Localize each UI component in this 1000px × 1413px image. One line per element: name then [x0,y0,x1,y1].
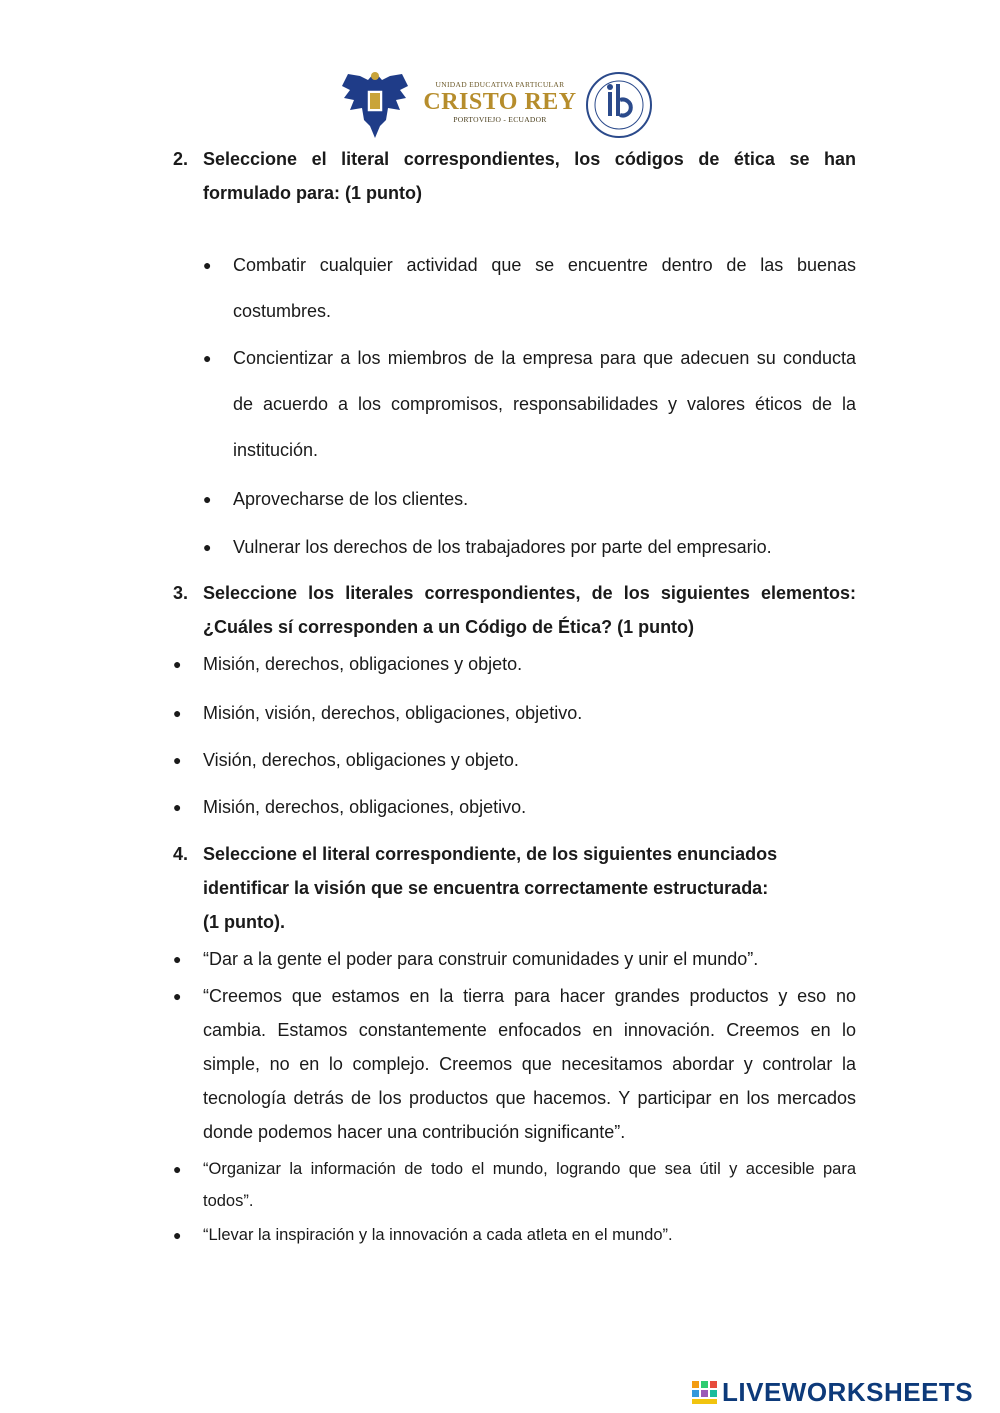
bullet-icon: ● [203,491,212,507]
option-item[interactable] [173,696,856,730]
option-item[interactable] [173,743,856,777]
option-item[interactable] [173,647,856,681]
bullet-icon: ● [173,1161,182,1177]
question-text: Seleccione los literales correspondientes, de los siguientes elementos: ¿Cuáles sí corresponden a un Código de Ética? (1 punto) [203,583,856,637]
bullet-icon: ● [173,951,182,967]
question-text: Seleccione el literal correspondientes, los códigos de ética se han formulado para: (1 punto) [203,149,856,203]
option-text: “Creemos que estamos en la tierra para hacer grandes productos y eso no cambia. Estamos constantemente enfocados en innovación. Creemos en lo simple, no en lo complejo. Creemos que necesitamos abordar y controlar la tecnología detrás de los productos que hacemos. Y participar en los mercados donde podemos hacer una contribución significante”. [203,986,856,1142]
question-text-line: (1 punto). [203,912,285,932]
liveworksheets-wordmark: LIVEWORKSHEETS [722,1377,974,1407]
question-3 [173,576,856,644]
question-4 [173,837,856,939]
school-crest-logo [340,66,410,140]
liveworksheets-logo-icon [692,1381,718,1405]
bullet-icon: ● [173,705,182,721]
option-text: Concientizar a los miembros de la empresa para que adecuen su conducta de acuerdo a los compromisos, responsabilidades y valores éticos de la institución. [233,348,856,460]
bullet-icon: ● [173,752,182,768]
option-text: Vulnerar los derechos de los trabajadores por parte del empresario. [233,537,772,557]
option-item[interactable] [173,790,856,824]
bullet-icon: ● [173,1227,182,1243]
bullet-icon: ● [203,539,212,555]
bullet-icon: ● [173,988,182,1004]
bullet-icon: ● [173,656,182,672]
question-2 [173,142,856,210]
option-item[interactable] [203,524,856,570]
option-item[interactable] [173,979,856,1149]
option-text: “Llevar la inspiración y la innovación a cada atleta en el mundo”. [203,1226,673,1244]
ib-logo [584,70,654,140]
option-text: “Organizar la información de todo el mundo, logrando que sea útil y accesible para todos”. [203,1160,856,1210]
option-item[interactable] [203,476,856,522]
option-text: Misión, derechos, obligaciones, objetivo. [203,797,527,817]
option-text: “Dar a la gente el poder para construir comunidades y unir el mundo”. [203,949,759,969]
liveworksheets-brand[interactable] [692,1375,992,1409]
bullet-icon: ● [173,799,182,815]
question-number: 4. [173,844,189,864]
school-city: PORTOVIEJO - ECUADOR [453,115,547,124]
question-text-line: Seleccione el literal correspondiente, de los siguientes enunciados [203,844,778,864]
option-item[interactable] [173,942,856,976]
question-text-line: identificar la visión que se encuentra correctamente estructurada: [203,878,769,898]
school-header [340,66,660,142]
option-text: Aprovecharse de los clientes. [233,489,469,509]
question-number: 2. [173,149,189,169]
question-number: 3. [173,583,189,603]
option-text: Misión, derechos, obligaciones y objeto. [203,654,523,674]
bullet-icon: ● [203,350,212,366]
bullet-icon: ● [203,257,212,273]
option-text: Misión, visión, derechos, obligaciones, objetivo. [203,703,583,723]
option-text: Combatir cualquier actividad que se encuentre dentro de las buenas costumbres. [233,255,856,321]
option-item[interactable] [203,242,856,334]
option-item[interactable] [203,335,856,473]
school-top-text: UNIDAD EDUCATIVA PARTICULAR [435,80,565,89]
option-text: Visión, derechos, obligaciones y objeto. [203,750,519,770]
option-item[interactable] [173,1153,856,1217]
school-name: CRISTO REY [423,89,577,115]
option-item[interactable] [173,1219,856,1251]
